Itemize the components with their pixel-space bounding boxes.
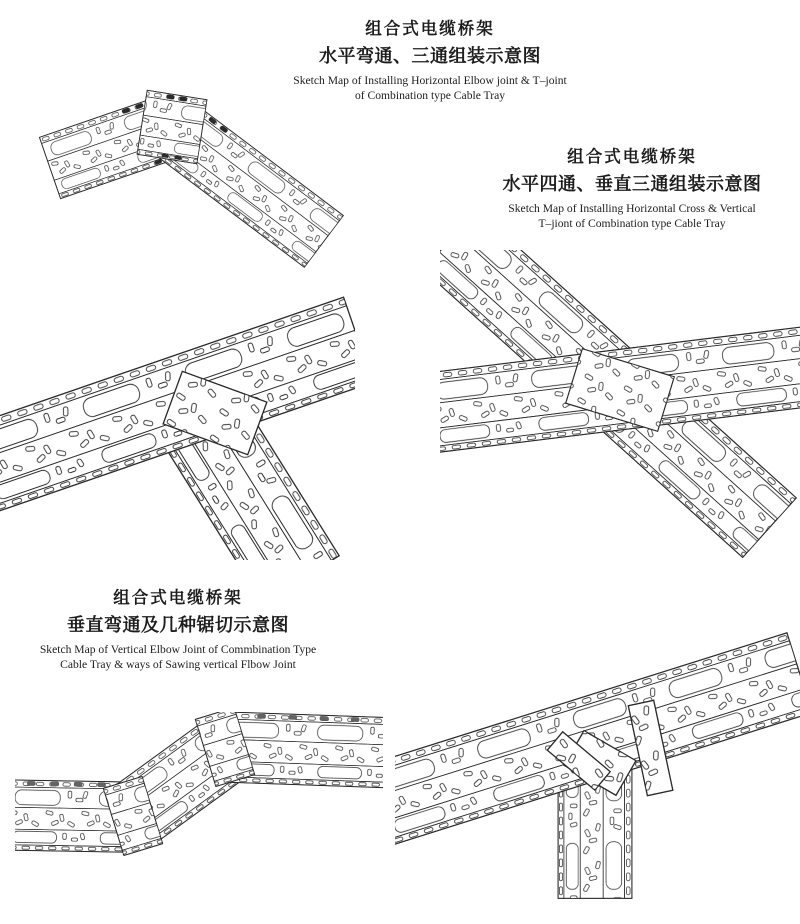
section-title-horizontal-cross-vertical-tee	[448, 143, 800, 232]
figure-horizontal-cross-joint	[440, 250, 800, 575]
title-cn-line2: 水平弯通、三通组装示意图	[319, 46, 541, 67]
title-en-line2: Cable Tray & ways of Sawing vertical Flbow Joint	[60, 658, 296, 672]
tray-elbow-bend	[137, 90, 207, 163]
title-cn-line1: 组合式电缆桥架	[113, 588, 243, 607]
title-cn-line1: 组合式电缆桥架	[567, 147, 697, 166]
title-en-line2: T–jiont of Combination type Cable Tray	[538, 217, 726, 231]
title-cn-line2: 垂直弯通及几种锯切示意图	[67, 615, 289, 636]
title-en-line1: Sketch Map of Vertical Elbow Joint of Commbination Type	[39, 643, 317, 656]
title-cn-line2: 水平四通、垂直三通组装示意图	[502, 174, 762, 195]
figure-horizontal-elbow-joint	[22, 86, 347, 291]
section-title-vertical-elbow-sawing	[0, 584, 356, 673]
title-en-line2: of Combination type Cable Tray	[354, 89, 506, 103]
figure-vertical-tee-joint	[395, 615, 800, 924]
title-en-line1: Sketch Map of Installing Horizontal Cross & Vertical	[508, 202, 756, 215]
title-cn-line1: 组合式电缆桥架	[365, 19, 495, 38]
title-en-line1: Sketch Map of Installing Horizontal Elbow joint & T–joint	[293, 74, 567, 87]
figure-vertical-elbow-joint	[15, 712, 383, 864]
figure-horizontal-tee-joint	[0, 285, 355, 560]
